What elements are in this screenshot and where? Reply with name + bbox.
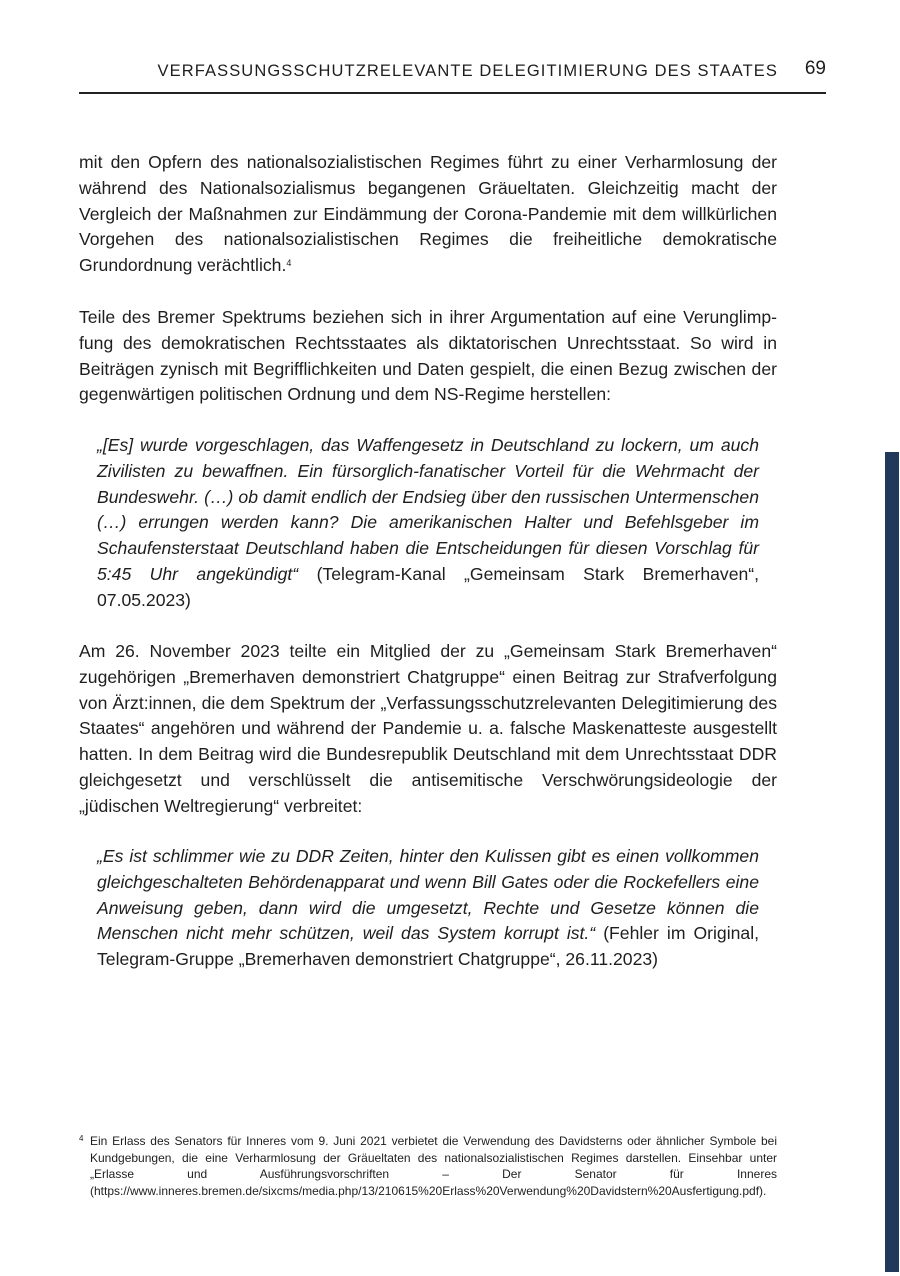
quote-1-text: „[Es] wurde vorgeschlagen, das Waffengesetz in Deutschland zu lockern, um auch Zivilisten zu bewaffnen. Ein fürsorglich-fanatischer Vorteil für die Wehrmacht der Bundeswehr. (…) ob damit endlich der Endsieg über den russischen Untermenschen (…) errungen werden kann? Die amerikanischen Halter und Befehlsgeber im Schaufensterstaat Deutschland haben die Entscheidungen für diesen Vorschlag für 5:45 Uhr angekündigt“ [97, 435, 759, 584]
paragraph-2: Teile des Bremer Spektrums beziehen sich in ihrer Argumentation auf eine Verunglimpfung des demokratischen Rechtsstaates als diktatorischen Unrechtsstaat. So wird in Beiträgen zynisch mit Begrifflichkeiten und Daten gespielt, die einen Bezug zwischen der gegenwärtigen politischen Ordnung und dem NS-Regime herstellen: [79, 307, 777, 405]
page-header [79, 56, 826, 94]
paragraph-3: Am 26. November 2023 teilte ein Mitglied der zu „Gemeinsam Stark Bremerhaven“ zugehörigen „Bremerhaven demonstriert Chatgruppe“ einen Beitrag zur Strafverfolgung von Ärzt:innen, die dem Spektrum der „Verfassungsschutzrelevanten Delegitimierung des Staates“ angehören und während der Pandemie u. a. falsche Maskenatteste ausgestellt hatten. In dem Beitrag wird die Bundesrepublik Deutschland mit dem Unrechtsstaat DDR gleichgesetzt und verschlüsselt die antisemitische Verschwörungsideologie der „jüdischen Weltregierung“ verbreitet: [79, 641, 777, 816]
blockquote-2 [97, 844, 759, 973]
paragraph-1-text: mit den Opfern des nationalsozialistischen Regimes führt zu einer Verharmlosung der während des Nationalsozialismus begangenen Gräueltaten. Gleichzeitig macht der Vergleich der Maßnahmen zur Eindämmung der Corona-Pandemie mit dem willkürlichen Vorgehen des nationalsozialistischen Regimes die freiheitliche demokratische Grundordnung verächtlich. [79, 152, 777, 276]
sidebar-accent-bar [885, 452, 899, 1272]
quote-2-text: „Es ist schlimmer wie zu DDR Zeiten, hinter den Kulissen gibt es einen vollkommen gleichgeschalteten Behördenapparat und wenn Bill Gates oder die Rockefellers eine Anweisung geben, dann wird die umgesetzt, Rechte und Gesetze können die Menschen nicht mehr schützen, weil das System korrupt ist.“ [97, 846, 759, 944]
page-number: 69 [804, 58, 826, 79]
blockquote-1 [97, 433, 759, 614]
footnote-text: Ein Erlass des Senators für Inneres vom 9. Juni 2021 verbietet die Verwendung des Davidsterns oder ähnlicher Symbole bei Kundgebungen, die eine Verharmlosung der Gräueltaten des nationalsozialistischen Regimes darstellen. Einsehbar unter „Erlasse und Ausführungsvorschriften – Der Senator für Inneres (https://www.inneres.bremen.de/sixcms/media.php/13/210615%20Erlass%20Verwendung%20Davidstern%20Ausfertigung.pdf). [90, 1134, 777, 1198]
quote-1-source: (Telegram-Kanal „Gemeinsam Stark Bremerhaven“, 07.05.2023) [97, 563, 760, 610]
footnote-4 [79, 1133, 777, 1199]
quote-2-source: (Fehler im Original, Telegram-Gruppe „Bremerhaven demonstriert Chatgruppe“, 26.11.2023) [97, 923, 759, 970]
footnote-ref-4[interactable]: 4 [286, 258, 292, 269]
footnote-number: 4 [79, 1134, 84, 1143]
paragraph-1 [79, 150, 777, 279]
running-title: VERFASSUNGSSCHUTZRELEVANTE DELEGITIMIERUNG DES STAATES [157, 62, 778, 80]
